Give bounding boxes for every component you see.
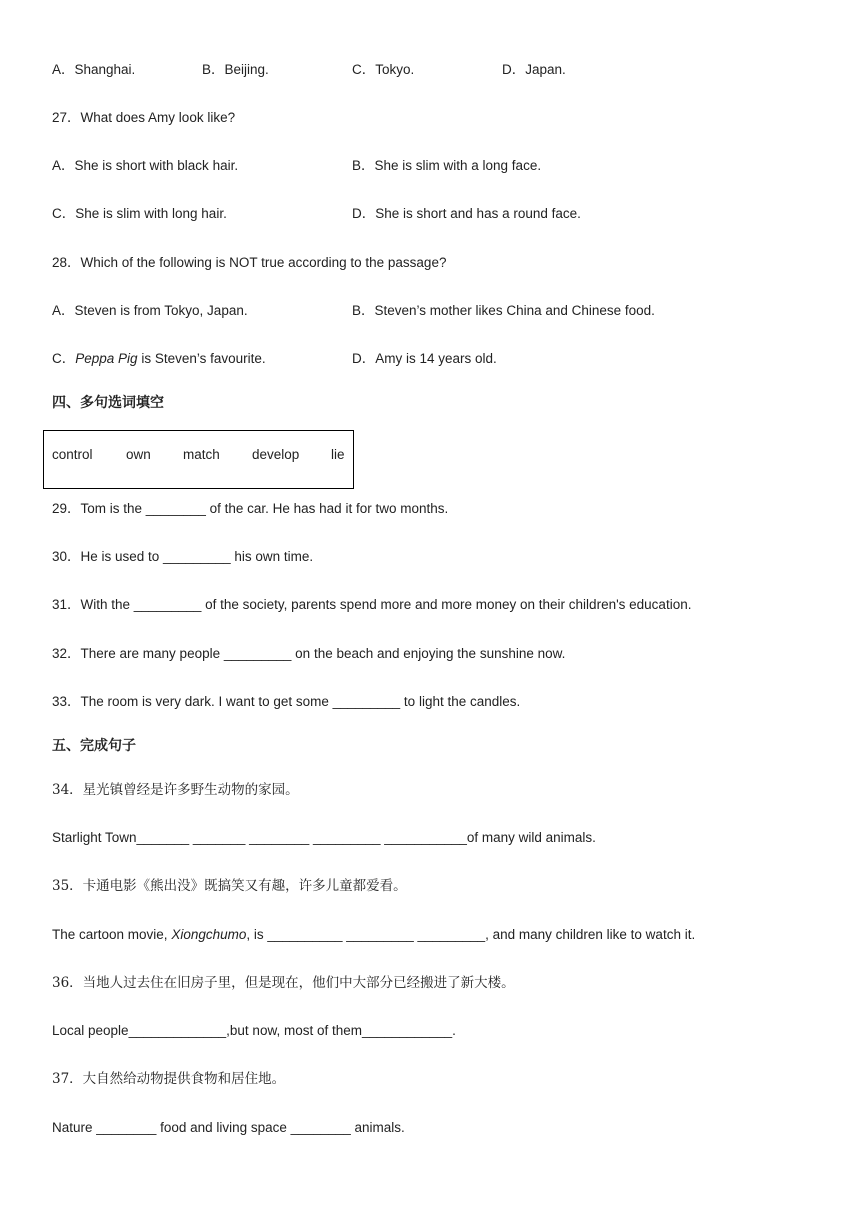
- q36-english-sentence: Local people_____________,but now, most of them____________.: [52, 1023, 456, 1038]
- word-bank-item: match: [183, 447, 220, 462]
- q35-english-prefix: The cartoon movie,: [52, 927, 172, 942]
- q28-option-c-prefix: C．: [52, 351, 76, 366]
- word-bank-item: lie: [331, 447, 345, 462]
- q30-sentence: 30．He is used to _________ his own time.: [52, 549, 314, 564]
- q28-option-b: B．Steven’s mother likes China and Chinese food.: [352, 303, 655, 318]
- q28-question: 28．Which of the following is NOT true according to the passage?: [52, 255, 447, 270]
- q35-english-sentence: [52, 926, 695, 944]
- word-bank-box: [43, 430, 354, 489]
- q27-option-b: B．She is slim with a long face.: [352, 158, 542, 173]
- q26-option-a: A．Shanghai.: [52, 62, 136, 77]
- q28-option-a: A．Steven is from Tokyo, Japan.: [52, 303, 248, 318]
- q34-english-sentence: Starlight Town_______ _______ ________ _________ ___________of many wild animals.: [52, 830, 596, 845]
- q33-sentence: 33．The room is very dark. I want to get some _________ to light the candles.: [52, 694, 521, 709]
- q28-option-c-suffix: is Steven’s favourite.: [137, 351, 266, 366]
- word-bank-item: develop: [252, 447, 300, 462]
- q28-option-c-title: Peppa Pig: [75, 351, 138, 366]
- q35-english-suffix: , is __________ _________ _________, and many children like to watch it.: [246, 927, 696, 942]
- q37-english-sentence: Nature ________ food and living space ________ animals.: [52, 1120, 405, 1135]
- section4-heading: 四、多句选词填空: [52, 395, 164, 411]
- q35-movie-title: Xiongchumo: [171, 927, 247, 942]
- q31-sentence: 31．With the _________ of the society, parents spend more and more money on their children's education.: [52, 597, 692, 612]
- q35-chinese-prompt: 35．卡通电影《熊出没》既搞笑又有趣，许多儿童都爱看。: [52, 878, 407, 894]
- q34-chinese-prompt: 34．星光镇曾经是许多野生动物的家园。: [52, 782, 299, 798]
- word-bank-item: own: [126, 447, 151, 462]
- q27-option-c: C．She is slim with long hair.: [52, 206, 227, 221]
- q27-option-a: A．She is short with black hair.: [52, 158, 239, 173]
- word-bank-item: control: [52, 447, 93, 462]
- q28-option-d: D．Amy is 14 years old.: [352, 351, 497, 366]
- q37-chinese-prompt: 37．大自然给动物提供食物和居住地。: [52, 1071, 286, 1087]
- q26-option-c: C．Tokyo.: [352, 62, 415, 77]
- q28-option-c: [52, 350, 266, 368]
- q26-option-d: D．Japan.: [502, 62, 566, 77]
- q36-chinese-prompt: 36．当地人过去住在旧房子里，但是现在，他们中大部分已经搬进了新大楼。: [52, 975, 515, 991]
- q26-option-b: B．Beijing.: [202, 62, 269, 77]
- q29-sentence: 29．Tom is the ________ of the car. He has had it for two months.: [52, 501, 449, 516]
- q27-option-d: D．She is short and has a round face.: [352, 206, 581, 221]
- q32-sentence: 32．There are many people _________ on the beach and enjoying the sunshine now.: [52, 646, 566, 661]
- section5-heading: 五、完成句子: [52, 738, 136, 754]
- q27-question: 27．What does Amy look like?: [52, 110, 236, 125]
